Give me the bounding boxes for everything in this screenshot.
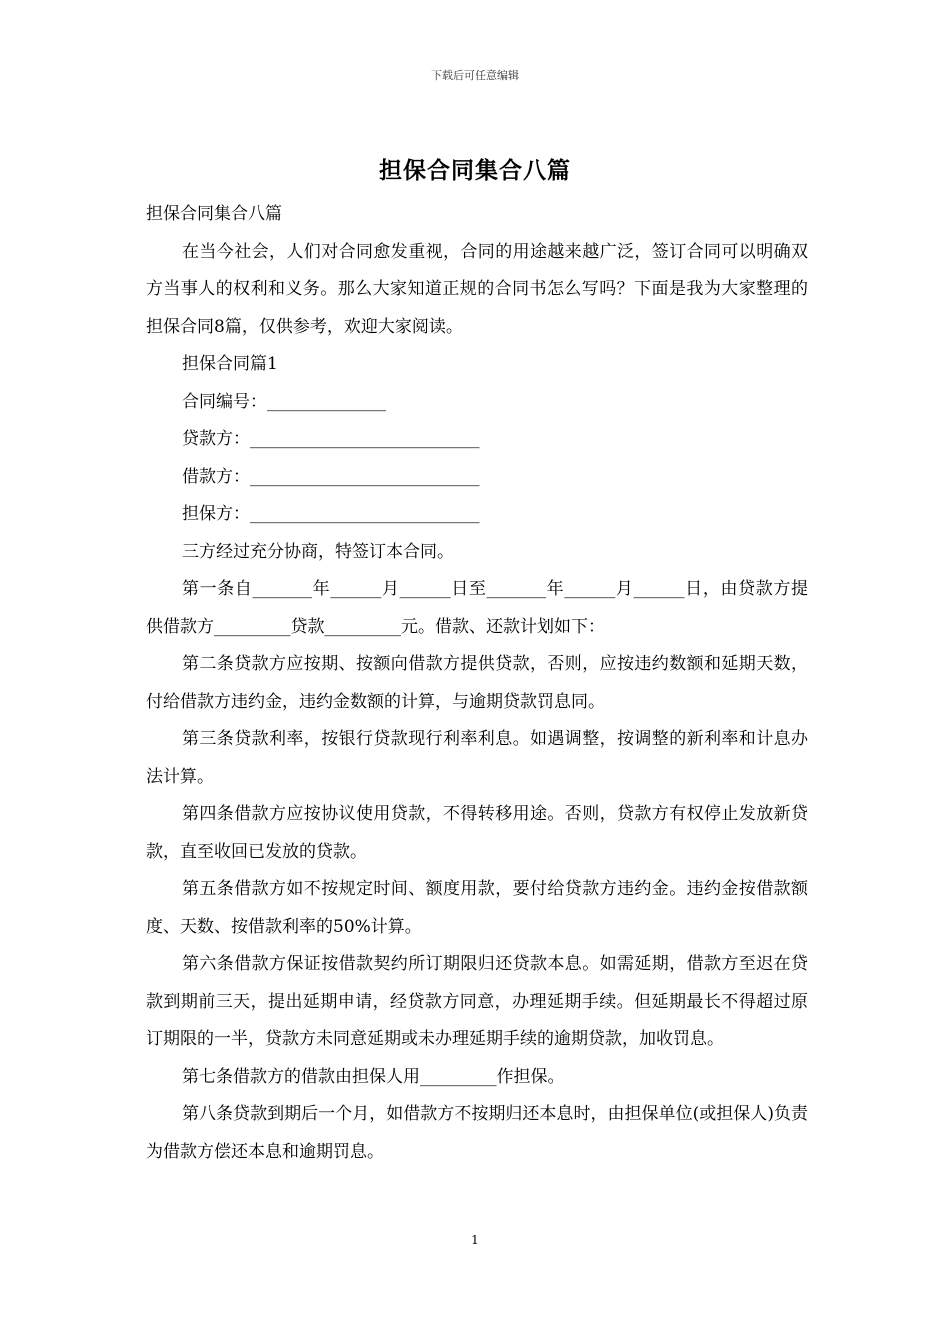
contract-number-field: 合同编号：______________	[182, 391, 386, 412]
paragraph: 三方经过充分协商，特签订本合同。	[182, 541, 454, 562]
clause-1: 第一条自_______年______月______日至_______年______月______日，由贷款方提供借款方_________贷款_________元。借款、还款计划如下：	[146, 579, 808, 637]
lender-field: 贷款方：___________________________	[182, 429, 480, 449]
clause-6: 第六条借款方保证按借款契约所订期限归还贷款本息。如需延期，借款方至迟在贷款到期前三天，提出延期申请，经贷款方同意，办理延期手续。但延期最长不得超过原订期限的一半，贷款方未同意延期或未办理延期手续的逾期贷款，加收罚息。	[146, 954, 808, 1049]
section-heading: 担保合同篇1	[182, 354, 278, 374]
page-number: 1	[471, 1233, 479, 1247]
paragraph: 在当今社会，人们对合同愈发重视，合同的用途越来越广泛，签订合同可以明确双方当事人的权利和义务。那么大家知道正规的合同书怎么写吗？下面是我为大家整理的担保合同8篇，仅供参考，欢迎大家阅读。	[146, 241, 808, 337]
clause-3: 第三条贷款利率，按银行贷款现行利率利息。如遇调整，按调整的新利率和计息办法计算。	[146, 729, 808, 787]
paragraph: 担保合同集合八篇	[146, 204, 282, 224]
clause-8: 第八条贷款到期后一个月，如借款方不按期归还本息时，由担保单位(或担保人)负责为借款方偿还本息和逾期罚息。	[146, 1104, 808, 1162]
borrower-field: 借款方：___________________________	[182, 466, 480, 487]
clause-5: 第五条借款方如不按规定时间、额度用款，要付给贷款方违约金。违约金按借款额度、天数、按借款利率的50%计算。	[146, 879, 808, 937]
clause-7: 第七条借款方的借款由担保人用_________作担保。	[182, 1066, 565, 1087]
header-note: 下载后可任意编辑	[431, 69, 519, 82]
document-body	[146, 196, 808, 1171]
clause-4: 第四条借款方应按协议使用贷款，不得转移用途。否则，贷款方有权停止发放新贷款，直至收回已发放的贷款。	[146, 804, 808, 862]
guarantor-field: 担保方：___________________________	[182, 504, 480, 524]
document-title: 担保合同集合八篇	[379, 157, 571, 184]
clause-2: 第二条贷款方应按期、按额向借款方提供贷款，否则，应按违约数额和延期天数，付给借款方违约金，违约金数额的计算，与逾期贷款罚息同。	[146, 654, 808, 712]
